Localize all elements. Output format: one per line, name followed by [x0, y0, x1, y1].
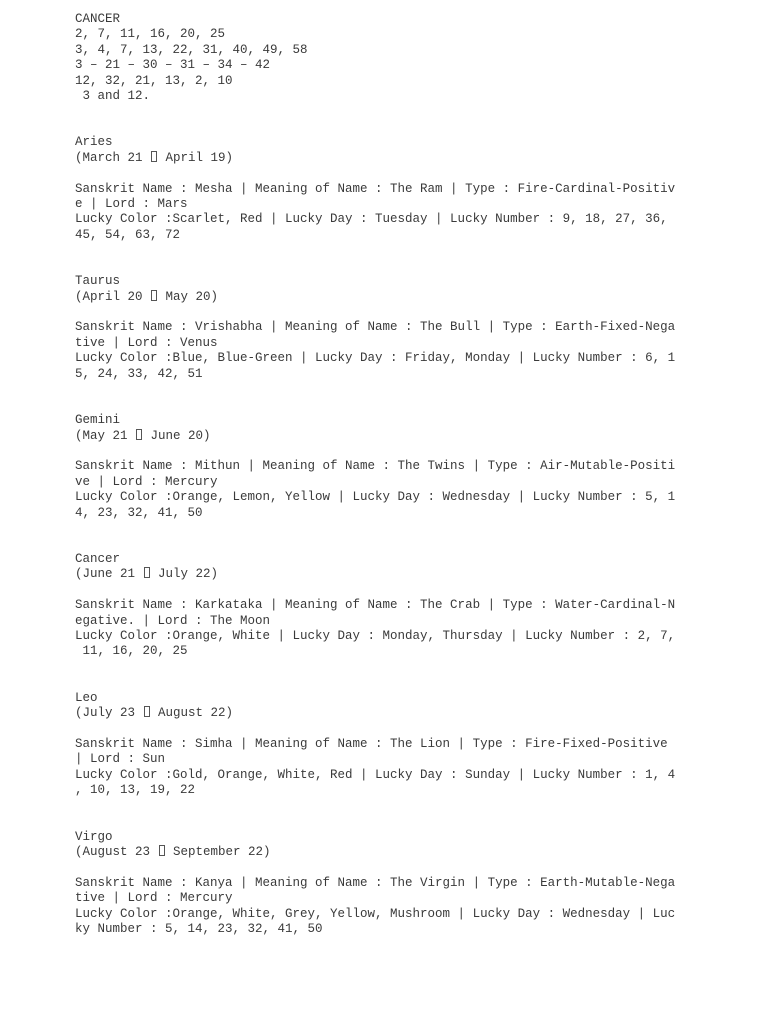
sign-detail-line: 4, 23, 32, 41, 50 — [75, 505, 203, 520]
zodiac-sign-entry — [75, 691, 685, 799]
sign-detail-line: tive | Lord : Mercury — [75, 891, 233, 906]
date-end: August 22) — [150, 706, 234, 721]
sign-detail-line: Lucky Color :Orange, White, Grey, Yellow, Mushroom | Lucky Day : Wednesday | Luc — [75, 906, 676, 921]
date-end: April 19) — [158, 150, 234, 165]
header-line: 12, 32, 21, 13, 2, 10 — [75, 73, 233, 88]
missing-glyph-icon — [151, 290, 157, 301]
sign-detail-line: Lucky Color :Scarlet, Red | Lucky Day : Tuesday | Lucky Number : 9, 18, 27, 36, — [75, 212, 668, 227]
zodiac-sign-entry — [75, 830, 685, 938]
sign-name: Aries — [75, 135, 113, 150]
sign-detail-line: Lucky Color :Orange, White | Lucky Day : Monday, Thursday | Lucky Number : 2, 7, — [75, 628, 676, 643]
sign-detail-line: Lucky Color :Blue, Blue-Green | Lucky Day : Friday, Monday | Lucky Number : 6, 1 — [75, 351, 676, 366]
sign-name: Leo — [75, 690, 98, 705]
document-page — [75, 12, 685, 968]
header-block — [75, 12, 685, 104]
sign-date-range — [75, 151, 685, 166]
sign-date-range — [75, 429, 685, 444]
zodiac-sign-entry — [75, 135, 685, 243]
date-end: June 20) — [143, 428, 211, 443]
sign-detail-line: Lucky Color :Gold, Orange, White, Red | Lucky Day : Sunday | Lucky Number : 1, 4 — [75, 767, 676, 782]
sign-detail-line: tive | Lord : Venus — [75, 335, 218, 350]
sign-detail-line: 5, 24, 33, 42, 51 — [75, 366, 203, 381]
date-start: (April 20 — [75, 289, 151, 304]
header-line: 3 and 12. — [75, 89, 151, 104]
header-title: CANCER — [75, 12, 121, 26]
sign-detail-line: ky Number : 5, 14, 23, 32, 41, 50 — [75, 922, 323, 936]
date-start: (March 21 — [75, 150, 151, 165]
sign-date-range — [75, 290, 685, 305]
sign-name: Gemini — [75, 413, 121, 428]
zodiac-sign-list — [75, 135, 685, 937]
sign-name: Taurus — [75, 274, 121, 289]
sign-detail-line: Sanskrit Name : Karkataka | Meaning of Name : The Crab | Type : Water-Cardinal-N — [75, 598, 676, 613]
sign-detail-line: Sanskrit Name : Simha | Meaning of Name : The Lion | Type : Fire-Fixed-Positive — [75, 736, 668, 751]
sign-name: Cancer — [75, 551, 121, 566]
sign-detail-line: Sanskrit Name : Vrishabha | Meaning of Name : The Bull | Type : Earth-Fixed-Nega — [75, 320, 676, 335]
sign-date-range — [75, 706, 685, 721]
sign-detail-line: | Lord : Sun — [75, 752, 166, 767]
missing-glyph-icon — [144, 706, 150, 717]
date-end: May 20) — [158, 289, 219, 304]
date-start: (May 21 — [75, 428, 136, 443]
sign-date-range — [75, 567, 685, 582]
date-start: (June 21 — [75, 567, 143, 582]
sign-detail-line: 11, 16, 20, 25 — [75, 644, 188, 659]
header-line: 3 – 21 – 30 – 31 – 34 – 42 — [75, 58, 271, 73]
sign-detail-line: Sanskrit Name : Kanya | Meaning of Name : The Virgin | Type : Earth-Mutable-Nega — [75, 875, 676, 890]
sign-detail-line: Sanskrit Name : Mithun | Meaning of Name : The Twins | Type : Air-Mutable-Positi — [75, 459, 676, 474]
sign-detail-line: ve | Lord : Mercury — [75, 474, 218, 489]
missing-glyph-icon — [159, 845, 165, 856]
missing-glyph-icon — [144, 567, 150, 578]
sign-detail-line: 45, 54, 63, 72 — [75, 227, 181, 242]
sign-detail-line: egative. | Lord : The Moon — [75, 613, 271, 628]
header-line: 3, 4, 7, 13, 22, 31, 40, 49, 58 — [75, 42, 308, 57]
date-start: (July 23 — [75, 706, 143, 721]
sign-detail-line: e | Lord : Mars — [75, 197, 188, 212]
missing-glyph-icon — [151, 151, 157, 162]
date-start: (August 23 — [75, 844, 158, 859]
zodiac-sign-entry — [75, 552, 685, 660]
date-end: September 22) — [165, 844, 271, 859]
zodiac-sign-entry — [75, 274, 685, 382]
missing-glyph-icon — [136, 429, 142, 440]
sign-detail-line: Sanskrit Name : Mesha | Meaning of Name : The Ram | Type : Fire-Cardinal-Positiv — [75, 181, 676, 196]
header-line: 2, 7, 11, 16, 20, 25 — [75, 27, 226, 42]
zodiac-sign-entry — [75, 413, 685, 521]
date-end: July 22) — [150, 567, 219, 582]
sign-detail-line: , 10, 13, 19, 22 — [75, 783, 196, 798]
sign-detail-line: Lucky Color :Orange, Lemon, Yellow | Lucky Day : Wednesday | Lucky Number : 5, 1 — [75, 490, 676, 505]
sign-name: Virgo — [75, 829, 113, 844]
sign-date-range — [75, 845, 685, 860]
